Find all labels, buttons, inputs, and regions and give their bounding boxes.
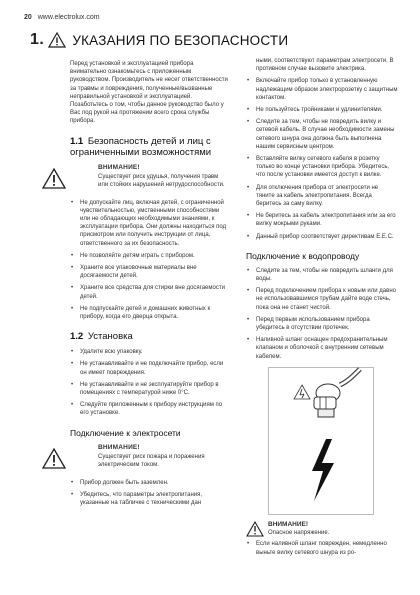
warning-triangle-icon [246,521,264,537]
inlet-hose-figure [246,367,398,515]
left-column [70,60,230,511]
inlet-hose-illustration [268,367,374,513]
section-heading [30,31,288,49]
electric-list-right [246,77,398,240]
list-item: • Наливной шланг оснащен предохранительным клапаном и оболочкой с внутренним сетевым кабелем. [246,336,398,361]
list-item: • Прибор должен быть заземлен. [70,479,230,487]
right-column [246,57,398,561]
site-url: www.electrolux.com [37,14,100,21]
list-item: • Для отключения прибора от электросети не тяните за кабель электропитания. Всегда беритесь за саму вилку. [246,184,398,209]
warning-triangle-icon [48,32,66,48]
list-item: • Если наливной шланг поврежден, немедленно выньте вилку сетевого шнура из ро- [246,540,398,556]
warning-block-children [70,164,230,192]
page-header [24,14,100,21]
warning-text: Существует риск пожара и поражения электрическим током. [98,453,205,469]
list-item: • Следите за тем, чтобы не повредить шланги для воды. [246,267,398,283]
subsection-heading-1-2: 1.2 Установка [70,331,133,343]
list-item: • Следите за тем, чтобы не повредить вилку и сетевой кабель. В случае необходимости замены сетевого шнура она должна быть выполнена нашим сервисным центром. [246,118,398,151]
page-number: 20 [24,14,32,21]
list-item: • Не устанавливайте и не эксплуатируйте прибор в помещениях с температурой ниже 0°C. [70,381,230,397]
warning-triangle-icon [42,168,66,189]
list-item: • Перед первым использованием прибора убедитесь в отсутствии протечек. [246,316,398,332]
warning-triangle-icon [42,448,66,469]
section-title: УКАЗАНИЯ ПО БЕЗОПАСНОСТИ [72,32,289,48]
subsection-heading-1-1: 1.1 Безопасность детей и лиц с ограниченными возможностями [70,135,212,158]
list-item: • Данный прибор соответствует директивам E.E.C. [246,233,398,241]
list-item: • Перед подключением прибора к новым или давно не использовавшимся трубам дайте воде стечь, пока она не станет чистой. [246,287,398,312]
water-list-end [246,540,398,556]
continued-text: ными, соответствуют параметрам электросети. В противном случае вызовите электрика. [256,58,394,73]
warning-label: ВНИМАНИЕ! [98,163,140,171]
list-item: • Храните все средства для стирки вне досягаемости детей. [70,284,230,300]
installation-list [70,348,230,417]
list-item: • Вставляйте вилку сетевого кабеля в розетку только во конце установки прибора. Убедитесь, что после установки имеется доступ к вилке. [246,155,398,180]
section-number: 1. [30,31,45,48]
warning-label: ВНИМАНИЕ! [98,443,140,451]
intro-paragraph: Перед установкой и эксплуатацией прибора внимательно ознакомьтесь с приложенным руководством. Производитель не несет ответственности за травмы и повреждения, полученные/вызванные неправильной установкой и эксплуатацией. Позаботьтесь о том, чтобы данное руководство было у Вас под рукой на протяжении всего срока службы прибора. [70,61,228,125]
list-item: • Не устанавливайте и не подключайте прибор, если он имеет повреждения. [70,360,230,376]
children-safety-list [70,199,230,322]
warning-text: Существует риск удушья, получения травм или стойких нарушений нетрудоспособности. [98,173,225,189]
list-item: • Не беритесь за кабель электропитания или за его вилку мокрыми руками. [246,212,398,228]
list-item: • Включайте прибор только в установленную надлежащим образом электророзетку с защитным контактом. [246,77,398,102]
warning-label: ВНИМАНИЕ! [268,520,309,528]
list-item: • Убедитесь, что параметры электропитания, указанные на табличке с техническими дан [70,491,230,507]
warning-text: Опасное напряжение. [268,530,330,537]
list-item: • Следуйте приложенным к прибору инструкциям по его установке. [70,401,230,417]
list-item: • Храните все упаковочные материалы вне досягаемости детей. [70,264,230,280]
list-item: • Не подпускайте детей и домашних животных к прибору, когда его дверца открыта. [70,305,230,321]
list-item: • Не допускайте лиц, включая детей, с ограниченной чувствительностью, умственными способностями или не обладающих необходимыми знаниями, к эксплуатации прибора. Они должны находиться под присмотром или получить инструкции от лица, ответственного за их безопасность. [70,199,230,248]
warning-block-voltage [246,521,398,537]
warning-block-electric [70,444,230,472]
list-item: • Не позволяйте детям играть с прибором. [70,252,230,260]
water-list [246,267,398,361]
water-connection-heading: Подключение к водопроводу [246,250,360,261]
electric-list-left [70,479,230,508]
list-item: • Не пользуйтесь тройниками и удлинителями. [246,106,398,114]
list-item: • Удалите всю упаковку. [70,348,230,356]
electric-connection-heading: Подключение к электросети [70,427,181,438]
